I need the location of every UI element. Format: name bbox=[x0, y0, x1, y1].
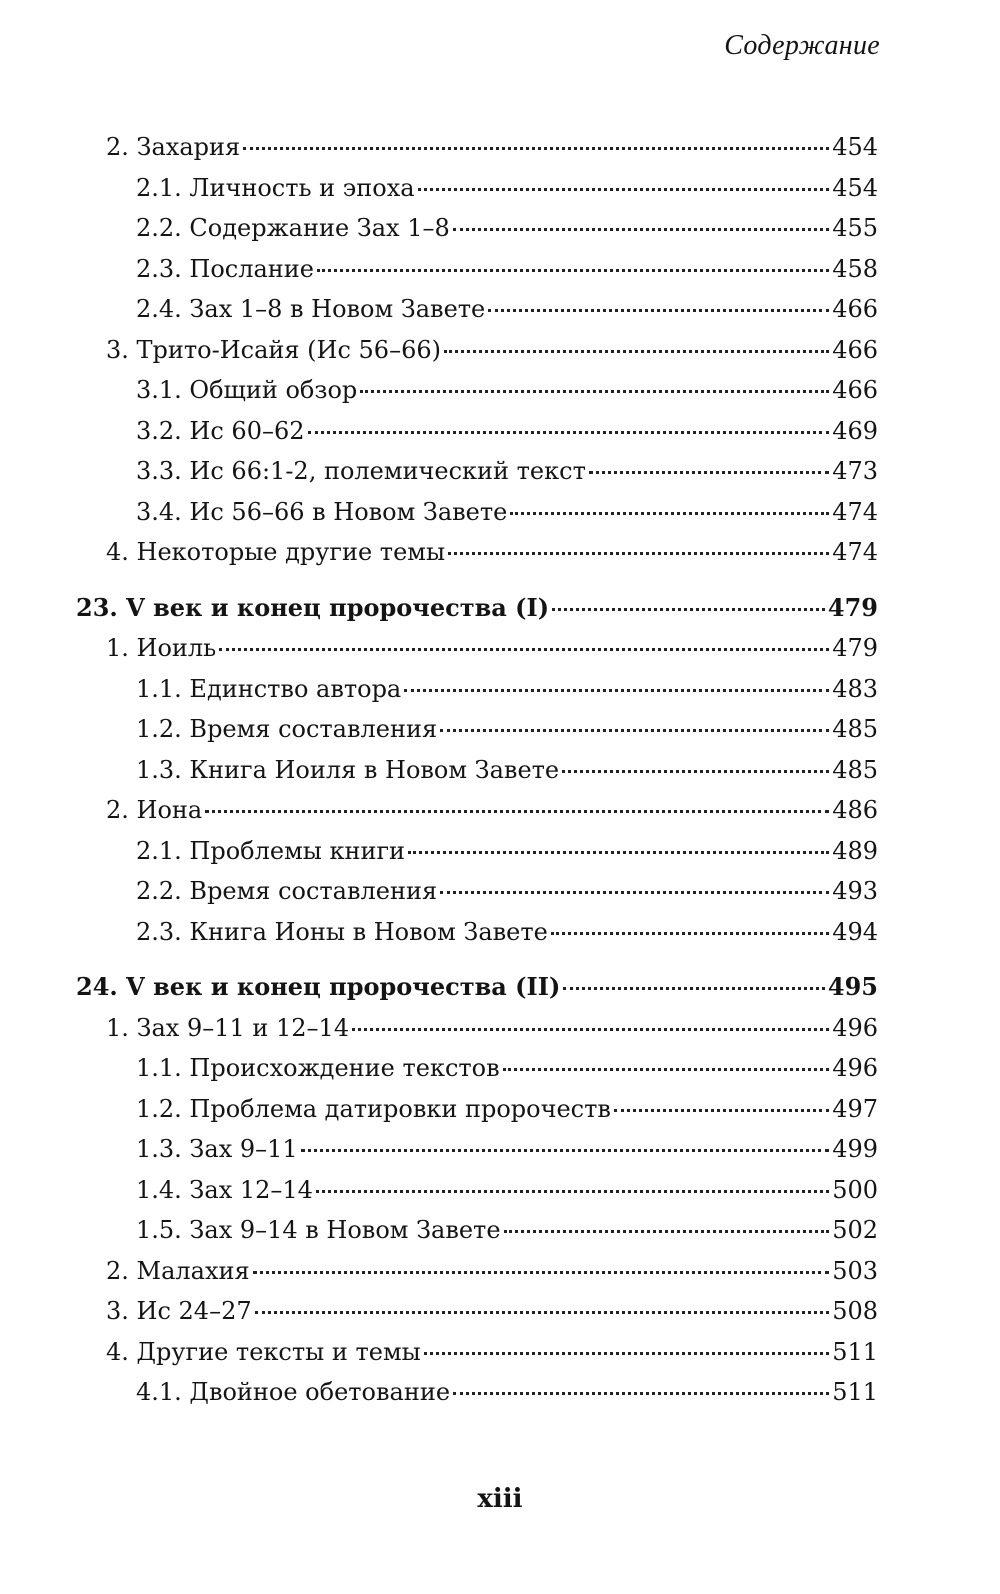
dot-leader bbox=[440, 729, 829, 732]
running-head: Содержание bbox=[724, 30, 880, 61]
dot-leader bbox=[589, 471, 829, 474]
toc-entry-title: 3.4. Ис 56–66 в Новом Завете bbox=[136, 498, 508, 526]
toc-entry-page: 485 bbox=[832, 715, 878, 743]
toc-entry bbox=[106, 130, 878, 164]
dot-leader bbox=[453, 1392, 829, 1395]
toc-entry-title: 2.3. Послание bbox=[136, 255, 314, 283]
dot-leader bbox=[253, 1271, 830, 1274]
toc-entry-page: 496 bbox=[832, 1014, 878, 1042]
toc-entry-page: 495 bbox=[827, 972, 878, 1001]
toc-entry bbox=[136, 252, 878, 286]
dot-leader bbox=[552, 608, 825, 611]
toc-entry-title: 4.1. Двойное обетование bbox=[136, 1378, 451, 1406]
toc-entry bbox=[136, 1092, 878, 1126]
toc-chapter-entry bbox=[76, 970, 878, 1004]
toc-entry bbox=[136, 1375, 878, 1409]
toc-entry bbox=[106, 535, 878, 569]
dot-leader bbox=[563, 987, 825, 990]
toc-entry-title: 1.2. Проблема датировки пророчеств bbox=[136, 1095, 611, 1123]
toc-entry bbox=[106, 1254, 878, 1288]
toc-entry-title: 1. Иоиль bbox=[106, 634, 217, 662]
toc-entry bbox=[136, 454, 878, 488]
toc-entry bbox=[136, 373, 878, 407]
toc-entry-title: 3.2. Ис 60–62 bbox=[136, 417, 305, 445]
toc-entry-page: 479 bbox=[832, 634, 878, 662]
toc-entry-page: 500 bbox=[832, 1176, 878, 1204]
toc-entry-page: 458 bbox=[832, 255, 878, 283]
toc-entry-page: 496 bbox=[832, 1054, 878, 1082]
dot-leader bbox=[418, 188, 830, 191]
toc-entry-page: 455 bbox=[832, 214, 878, 242]
toc-entry-title: 1.2. Время составления bbox=[136, 715, 438, 743]
toc-entry-title: 1.3. Зах 9–11 bbox=[136, 1135, 298, 1163]
dot-leader bbox=[562, 770, 829, 773]
toc-entry-page: 469 bbox=[832, 417, 878, 445]
toc-entry-title: 1.4. Зах 12–14 bbox=[136, 1176, 313, 1204]
toc-entry-page: 502 bbox=[832, 1216, 878, 1244]
toc-entry bbox=[136, 672, 878, 706]
dot-leader bbox=[510, 512, 829, 515]
dot-leader bbox=[308, 431, 830, 434]
toc-entry-title: 2. Иона bbox=[106, 796, 203, 824]
toc-entry bbox=[136, 171, 878, 205]
dot-leader bbox=[301, 1149, 830, 1152]
toc-entry bbox=[136, 495, 878, 529]
toc-entry bbox=[136, 874, 878, 908]
dot-leader bbox=[316, 1190, 829, 1193]
dot-leader bbox=[317, 269, 829, 272]
toc-entry-page: 483 bbox=[832, 675, 878, 703]
dot-leader bbox=[255, 1311, 830, 1314]
toc-entry-page: 466 bbox=[832, 336, 878, 364]
dot-leader bbox=[551, 932, 829, 935]
toc-entry bbox=[136, 211, 878, 245]
toc-entry bbox=[136, 1051, 878, 1085]
toc-entry-title: 2.1. Проблемы книги bbox=[136, 837, 406, 865]
toc-entry-page: 508 bbox=[832, 1297, 878, 1325]
toc-entry bbox=[136, 753, 878, 787]
page-number: xiii bbox=[477, 1484, 523, 1514]
dot-leader bbox=[243, 147, 829, 150]
toc-chapter-entry bbox=[76, 591, 878, 625]
toc-entry bbox=[106, 1335, 878, 1369]
dot-leader bbox=[504, 1230, 830, 1233]
toc-entry-page: 511 bbox=[832, 1338, 878, 1366]
toc-entry-page: 494 bbox=[832, 918, 878, 946]
toc-entry-title: 2.1. Личность и эпоха bbox=[136, 174, 415, 202]
dot-leader bbox=[352, 1028, 829, 1031]
toc-entry bbox=[136, 915, 878, 949]
toc-entry-title: 1.1. Происхождение текстов bbox=[136, 1054, 500, 1082]
dot-leader bbox=[404, 689, 829, 692]
dot-leader bbox=[444, 350, 829, 353]
dot-leader bbox=[448, 552, 829, 555]
toc-entry-title: 2. Захария bbox=[106, 133, 241, 161]
toc-entry-page: 473 bbox=[832, 457, 878, 485]
toc-entry-page: 511 bbox=[832, 1378, 878, 1406]
toc-entry-title: 3.1. Общий обзор bbox=[136, 376, 358, 404]
toc-entry bbox=[106, 793, 878, 827]
toc-entry bbox=[136, 1173, 878, 1207]
toc-entry-title: 1.1. Единство автора bbox=[136, 675, 402, 703]
toc-entry-title: 3. Ис 24–27 bbox=[106, 1297, 252, 1325]
dot-leader bbox=[488, 309, 829, 312]
toc-entry bbox=[106, 333, 878, 367]
toc-entry-title: 2.4. Зах 1–8 в Новом Завете bbox=[136, 295, 486, 323]
toc-entry-page: 474 bbox=[832, 538, 878, 566]
toc-entry bbox=[136, 834, 878, 868]
toc-entry-title: 1.3. Книга Иоиля в Новом Завете bbox=[136, 756, 560, 784]
toc-entry bbox=[106, 1011, 878, 1045]
toc-entry-page: 489 bbox=[832, 837, 878, 865]
toc-entry-page: 474 bbox=[832, 498, 878, 526]
toc-entry-title: 3. Трито-Исайя (Ис 56–66) bbox=[106, 336, 441, 364]
dot-leader bbox=[453, 228, 829, 231]
dot-leader bbox=[205, 810, 829, 813]
toc-entry-title: 2.3. Книга Ионы в Новом Завете bbox=[136, 918, 548, 946]
dot-leader bbox=[440, 891, 829, 894]
dot-leader bbox=[408, 851, 829, 854]
toc-entry-page: 497 bbox=[832, 1095, 878, 1123]
toc-entry-page: 466 bbox=[832, 295, 878, 323]
toc-entry-title: 23. V век и конец пророчества (I) bbox=[76, 593, 550, 622]
toc-entry bbox=[106, 1294, 878, 1328]
dot-leader bbox=[219, 648, 829, 651]
toc-entry-page: 479 bbox=[827, 593, 878, 622]
toc-entry-title: 1.5. Зах 9–14 в Новом Завете bbox=[136, 1216, 501, 1244]
toc-entry-title: 2. Малахия bbox=[106, 1257, 250, 1285]
toc-entry-title: 2.2. Время составления bbox=[136, 877, 438, 905]
toc-entry-title: 4. Другие тексты и темы bbox=[106, 1338, 421, 1366]
toc-entry bbox=[136, 1132, 878, 1166]
toc-entry bbox=[136, 292, 878, 326]
toc-entry-title: 3.3. Ис 66:1-2, полемический текст bbox=[136, 457, 586, 485]
dot-leader bbox=[424, 1352, 829, 1355]
toc-entry bbox=[136, 1213, 878, 1247]
toc-entry-page: 454 bbox=[832, 133, 878, 161]
toc-entry-title: 1. Зах 9–11 и 12–14 bbox=[106, 1014, 350, 1042]
toc-entry bbox=[136, 414, 878, 448]
toc-entry bbox=[106, 631, 878, 665]
dot-leader bbox=[614, 1109, 829, 1112]
toc-entry-page: 493 bbox=[832, 877, 878, 905]
toc-entry-page: 454 bbox=[832, 174, 878, 202]
toc-entry-title: 4. Некоторые другие темы bbox=[106, 538, 446, 566]
toc-entry bbox=[136, 712, 878, 746]
dot-leader bbox=[503, 1068, 830, 1071]
toc-entry-title: 2.2. Содержание Зах 1–8 bbox=[136, 214, 450, 242]
toc-entry-page: 485 bbox=[832, 756, 878, 784]
toc-entry-page: 486 bbox=[832, 796, 878, 824]
toc-entry-page: 503 bbox=[832, 1257, 878, 1285]
toc-entry-page: 466 bbox=[832, 376, 878, 404]
dot-leader bbox=[360, 390, 829, 393]
toc-entry-page: 499 bbox=[832, 1135, 878, 1163]
toc-entry-title: 24. V век и конец пророчества (II) bbox=[76, 972, 561, 1001]
